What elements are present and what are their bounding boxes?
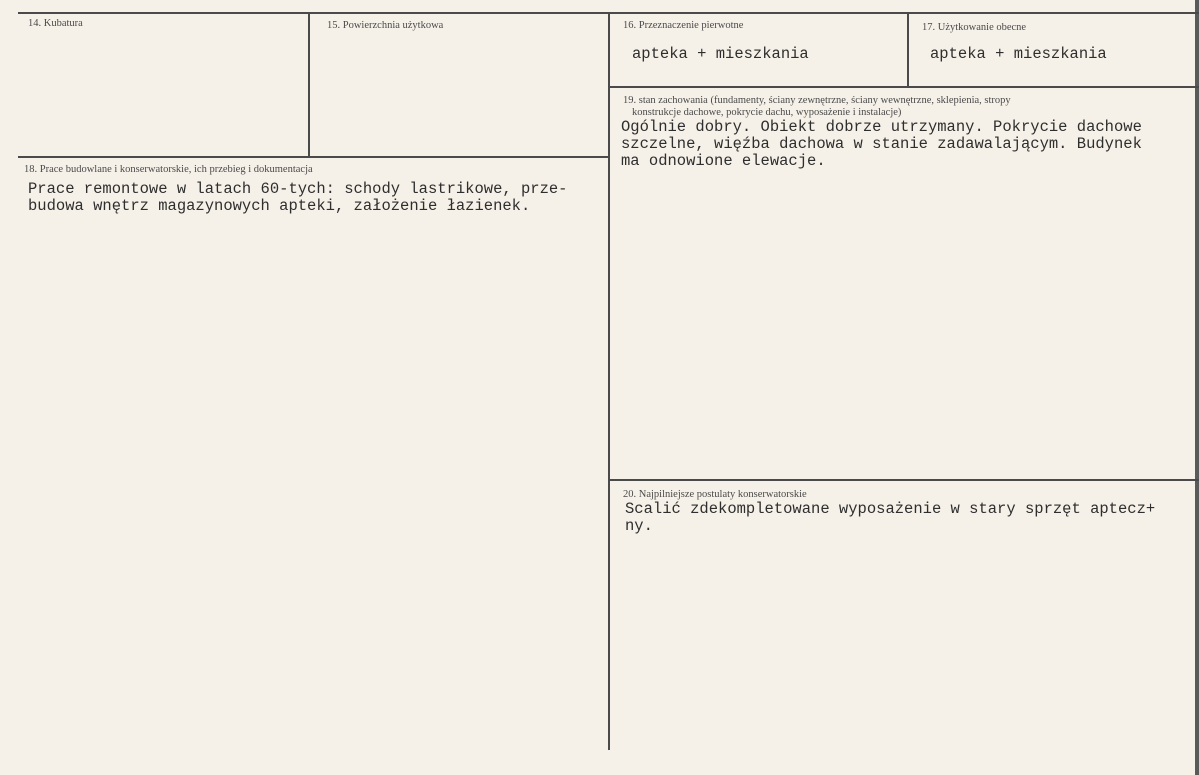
field-19-label-line-1: 19. stan zachowania (fundamenty, ściany zewnętrzne, ściany wewnętrzne, sklepienia, stropy — [623, 95, 1011, 106]
field-20-line-1: Scalić zdekompletowane wyposażenie w stary sprzęt aptecz+ — [625, 500, 1156, 518]
field-17-value: apteka + mieszkania — [930, 45, 1107, 63]
field-15-label: 15. Powierzchnia użytkowa — [327, 20, 444, 31]
field-19-line-3: ma odnowione elewacje. — [621, 152, 826, 170]
field-18-line-2: budowa wnętrz magazynowych apteki, założenie łazienek. — [28, 197, 531, 215]
field-17-label: 17. Użytkowanie obecne — [922, 22, 1027, 33]
field-14-label: 14. Kubatura — [28, 18, 83, 29]
field-18-label: 18. Prace budowlane i konserwatorskie, ich przebieg i dokumentacja — [24, 164, 313, 175]
field-19-label-line-2: konstrukcje dachowe, pokrycie dachu, wyposażenie i instalacje) — [632, 107, 902, 118]
field-18-line-1: Prace remontowe w latach 60-tych: schody lastrikowe, prze- — [28, 180, 568, 198]
divider-col-main — [608, 12, 610, 750]
field-20-label: 20. Najpilniejsze postulaty konserwatorskie — [623, 489, 807, 500]
divider-row3-right — [610, 479, 1199, 481]
field-16-label: 16. Przeznaczenie pierwotne — [623, 20, 744, 31]
divider-row1-right — [610, 86, 1199, 88]
card-edge — [1195, 0, 1199, 775]
field-19-line-2: szczelne, więźba dachowa w stanie zadawalającym. Budynek — [621, 135, 1142, 153]
field-19-line-1: Ogólnie dobry. Obiekt dobrze utrzymany. Pokrycie dachowe — [621, 118, 1142, 136]
divider-col-14-15 — [308, 12, 310, 156]
field-16-value: apteka + mieszkania — [632, 45, 809, 63]
divider-col-16-17 — [907, 12, 909, 86]
field-20-line-2: ny. — [625, 517, 653, 535]
divider-row1-left — [18, 156, 610, 158]
